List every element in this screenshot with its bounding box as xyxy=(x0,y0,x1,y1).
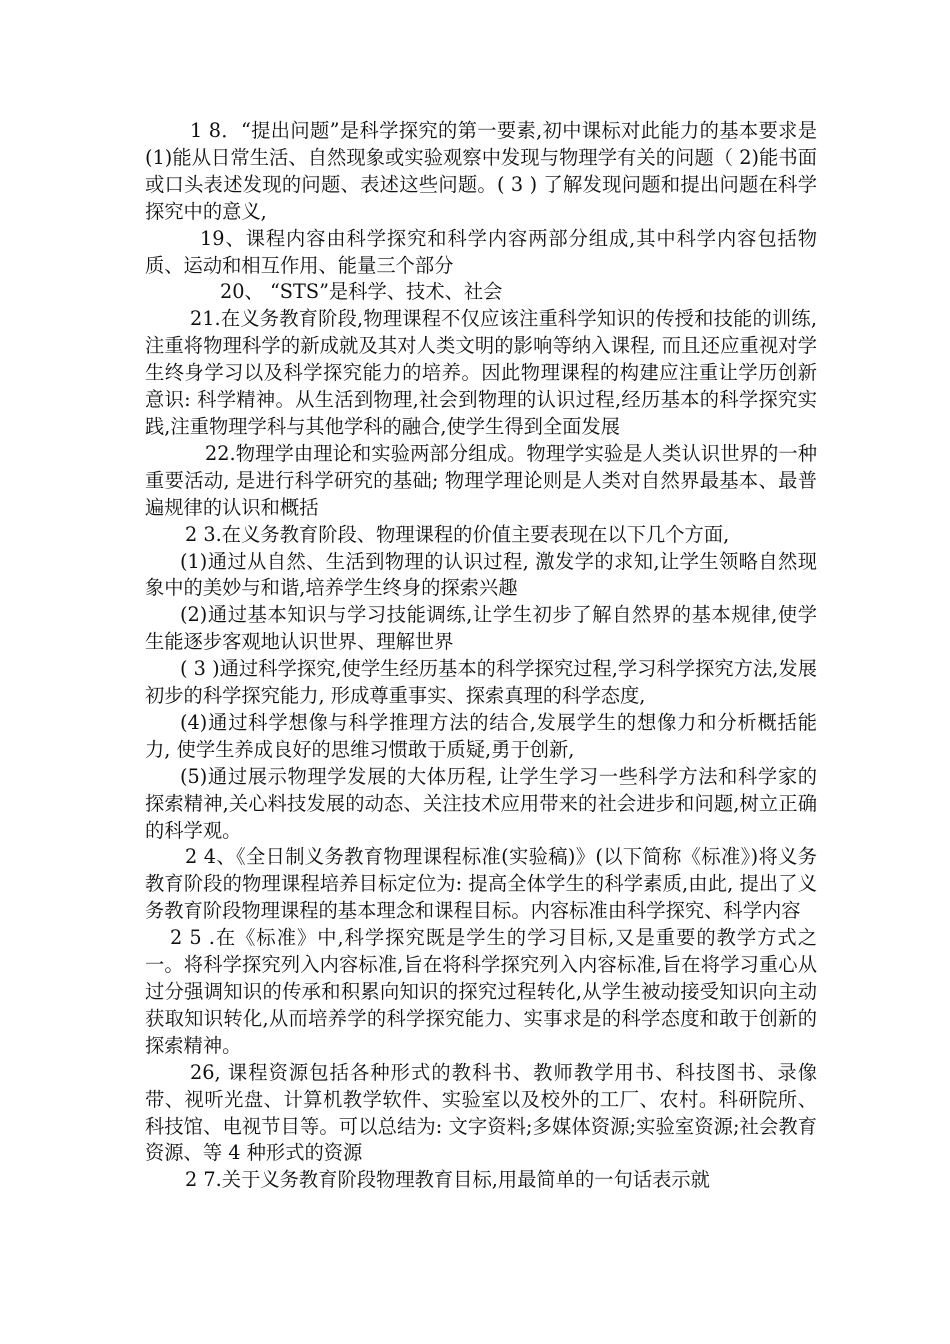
paragraph-18: 1 8．“提出问题”是科学探究的第一要素,初中课标对此能力的基本要求是(1)能从日常生活、自然现象或实验观察中发现与物理学有关的问题（ 2)能书面或口头表述发现的问题、表述这些问题。( 3 ) 了解发现问题和提出问题在科学探究中的意义, xyxy=(145,119,817,223)
paragraph-23-item-2: (2)通过基本知识与学习技能调练,让学生初步了解自然界的基本规律,使学生能逐步客观地认识世界、理解世界 xyxy=(145,603,817,654)
paragraph-24: 2 4、《全日制义务教育物理课程标准(实验稿)》(以下简称《标准》)将义务教育阶段的物理课程培养目标定位为: 提高全体学生的科学素质,由此, 提出了义务教育阶段物理课程的基本理念和课程目标。内容标准由科学探究、科学内容 xyxy=(145,845,817,923)
paragraph-23-item-5: (5)通过展示物理学发展的大体历程, 让学生学习一些科学方法和科学家的探索精神,关心料技发展的动态、关注技术应用带来的社会进步和问题,树立正确的科学观。 xyxy=(145,764,817,842)
paragraph-23-item-4: (4)通过科学想像与科学推理方法的结合,发展学生的想像力和分析概括能力, 使学生养成良好的思维习惯敢于质疑,勇于创新, xyxy=(145,710,817,761)
paragraph-20: 20、 “STS”是科学、技术、社会 xyxy=(220,280,503,304)
paragraph-19: 19、课程内容由科学探究和科学内容两部分组成,其中科学内容包括物质、运动和相互作用、能量三个部分 xyxy=(145,226,817,277)
paragraph-23-item-1: (1)通过从自然、生活到物理的认识过程, 激发学的求知,让学生领略自然现象中的美妙与和谐,培养学生终身的探索兴趣 xyxy=(145,549,817,600)
paragraph-25: 2 5 .在《标准》中,科学探究既是学生的学习目标,又是重要的教学方式之一。将科学探究列入内容标准,旨在将科学探究列入内容标准,旨在将学习重心从过分强调知识的传承和积累向知识的探究过程转化,从学生被动接受知识向主动获取知识转化,从而培养学的科学探究能力、实事求是的科学态度和敢于创新的探索精神。 xyxy=(145,926,817,1057)
paragraph-27: 2 7.关于义务教育阶段物理教育目标,用最简单的一句话表示就 xyxy=(185,1168,710,1192)
paragraph-22: 22.物理学由理论和实验两部分组成。物理学实验是人类认识世界的一种重要活动, 是进行科学研究的基础; 物理学理论则是人类对自然界最基本、最普遍规律的认识和概括 xyxy=(145,441,817,519)
paragraph-23: 2 3.在义务教育阶段、物理课程的价值主要表现在以下几个方面, xyxy=(185,522,730,546)
document-body xyxy=(145,118,817,1194)
paragraph-23-item-3: ( 3 )通过科学探究,使学生经历基本的科学探究过程,学习科学探究方法,发展初步的科学探究能力, 形成尊重事实、探索真理的科学态度, xyxy=(145,657,817,708)
paragraph-21: 21.在义务教育阶段,物理课程不仅应该注重科学知识的传授和技能的训练,注重将物理科学的新成就及其对人类文明的影响等纳入课程, 而且还应重视对学生终身学习以及科学探究能力的培养。因此物理课程的构建应注重让学历创新意识: 科学精神。从生活到物理,社会到物理的认识过程,经历基本的科学探究实践,注重物理学科与其他学科的融合,使学生得到全面发展 xyxy=(145,307,817,438)
paragraph-26: 26, 课程资源包括各种形式的教科书、教师教学用书、科技图书、录像带、视听光盘、计算机教学软件、实验室以及校外的工厂、农村。科研院所、科技馆、电视节目等。可以总结为: 文字资料;多媒体资源;实验室资源;社会教育资源、等 4 种形式的资源 xyxy=(145,1060,817,1165)
